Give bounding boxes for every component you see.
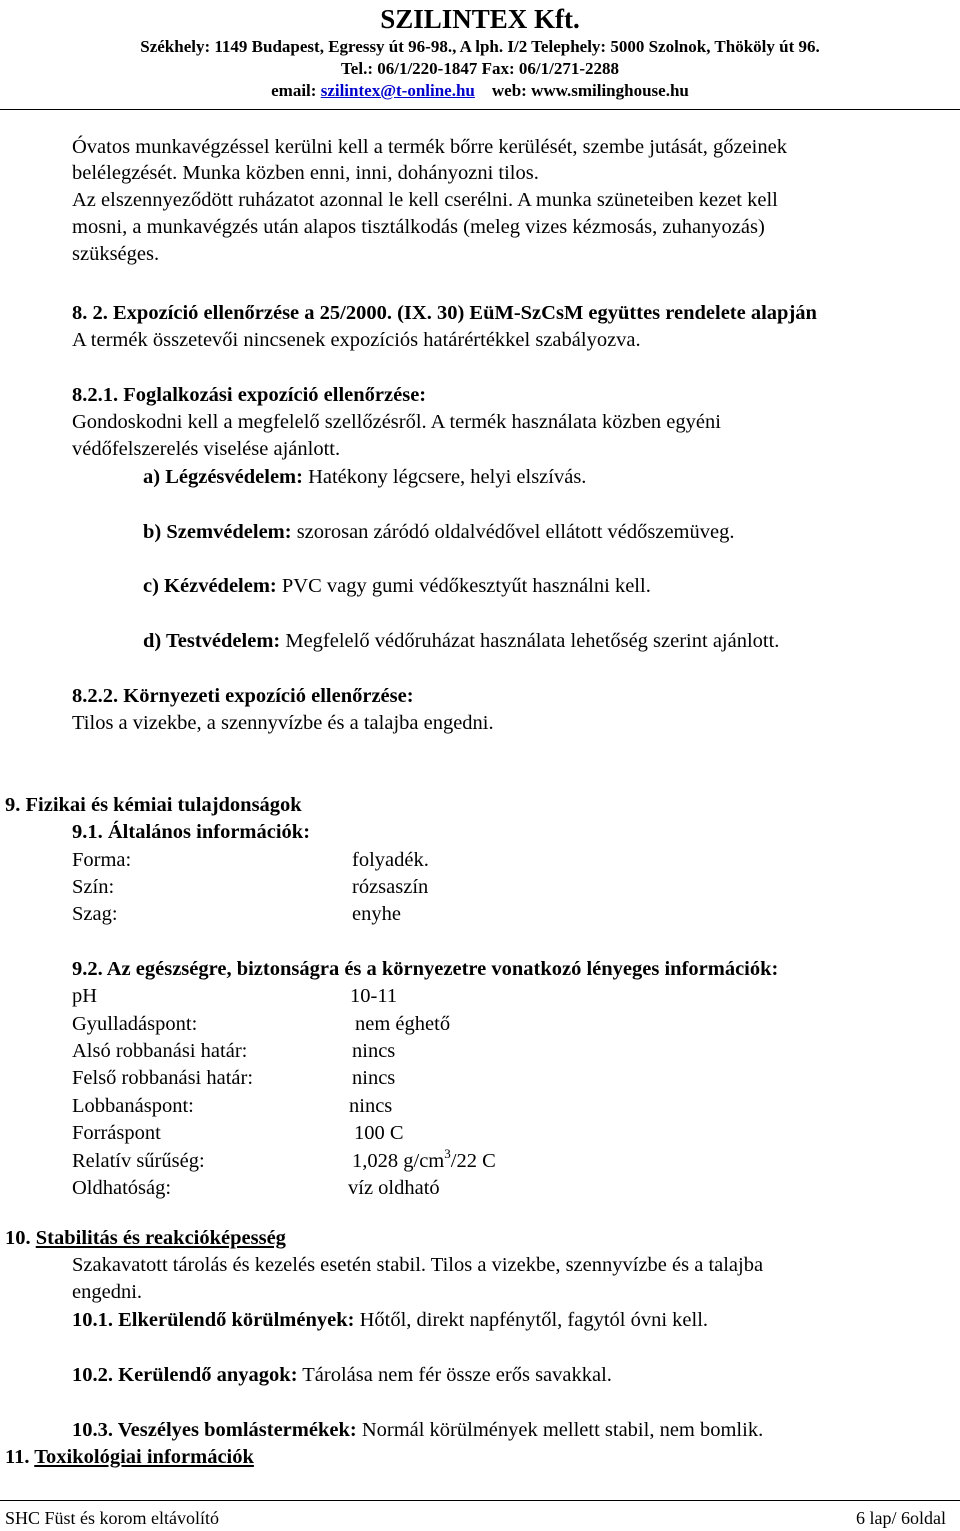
company-address: Székhely: 1149 Budapest, Egressy út 96-98., A lph. I/2 Telephely: 5000 Szolnok, Thököly út 96.	[140, 37, 820, 56]
prop-label: Lobbanáspont:	[72, 1095, 194, 1117]
footer-product: SHC Füst és korom eltávolító	[5, 1508, 220, 1528]
email-link[interactable]: szilintex@t-online.hu	[320, 81, 475, 100]
section-10-1-text: Hőtől, direkt napfénytől, fagytól óvni kell.	[354, 1309, 709, 1331]
protection-respiratory	[143, 465, 586, 489]
section-8-2-2-title: 8.2.2. Környezeti expozíció ellenőrzése:	[72, 685, 414, 707]
protection-label: b) Szemvédelem:	[143, 521, 292, 543]
protection-hand	[143, 574, 651, 598]
section-11-title	[5, 1445, 254, 1469]
prop-value-density	[352, 1146, 496, 1173]
protection-body	[143, 629, 779, 653]
section-9-2-title: 9.2. Az egészségre, biztonságra és a környezetre vonatkozó lényeges információk:	[72, 958, 779, 980]
protection-label: a) Légzésvédelem:	[143, 466, 303, 488]
section-8-2-2-text: Tilos a vizekbe, a szennyvízbe és a talajba engedni.	[72, 712, 494, 734]
company-phone: Tel.: 06/1/220-1847 Fax: 06/1/271-2288	[341, 59, 619, 78]
section-8-2-1-line: Gondoskodni kell a megfelelő szellőzésről. A termék használata közben egyéni	[72, 411, 721, 433]
section-10-line: engedni.	[72, 1281, 143, 1303]
prop-label: Relatív sűrűség:	[72, 1150, 205, 1172]
web-address: web: www.smilinghouse.hu	[491, 81, 689, 100]
paragraph-line: Az elszennyeződött ruházatot azonnal le kell cserélni. A munka szüneteiben kezet kell	[72, 189, 778, 211]
general-label: Szín:	[72, 876, 115, 898]
general-value: folyadék.	[352, 849, 429, 871]
general-value: rózsaszín	[352, 876, 429, 898]
prop-value: nincs	[352, 1040, 396, 1062]
prop-value: nincs	[349, 1095, 393, 1117]
paragraph-line: Óvatos munkavégzéssel kerülni kell a termék bőrre kerülését, szembe jutását, gőzeinek	[72, 136, 787, 158]
section-11-heading: Toxikológiai információk	[34, 1446, 254, 1468]
footer-page: 6 lap/ 6oldal	[856, 1508, 946, 1528]
prop-value: nem éghető	[355, 1013, 451, 1035]
section-10-title	[5, 1226, 286, 1250]
paragraph-line: szükséges.	[72, 243, 160, 265]
footer-divider	[0, 1500, 960, 1501]
section-10-line: Szakavatott tárolás és kezelés esetén stabil. Tilos a vizekbe, szennyvízbe és a talajba	[72, 1254, 764, 1276]
prop-label: Gyulladáspont:	[72, 1013, 198, 1035]
general-label: Forma:	[72, 849, 132, 871]
section-10-2-label: 10.2. Kerülendő anyagok:	[72, 1364, 298, 1386]
section-10-2	[72, 1363, 612, 1387]
protection-eye	[143, 520, 734, 544]
section-10-3-text: Normál körülmények mellett stabil, nem bomlik.	[356, 1419, 764, 1441]
section-10-heading: Stabilitás és reakcióképesség	[35, 1227, 286, 1249]
prop-value: 100 C	[354, 1122, 404, 1144]
general-value: enyhe	[352, 903, 401, 925]
section-8-2-1-title: 8.2.1. Foglalkozási expozíció ellenőrzése:	[72, 384, 427, 406]
email-label: email:	[271, 81, 317, 100]
header-divider	[0, 109, 960, 110]
section-10-3-label: 10.3. Veszélyes bomlástermékek:	[72, 1419, 357, 1441]
protection-text: Megfelelő védőruházat használata lehetőség szerint ajánlott.	[280, 630, 780, 652]
prop-label: Felső robbanási határ:	[72, 1067, 254, 1089]
paragraph-line: mosni, a munkavégzés után alapos tisztálkodás (meleg vizes kézmosás, zuhanyozás)	[72, 216, 765, 238]
section-11-number: 11.	[5, 1446, 35, 1468]
prop-value: nincs	[352, 1067, 396, 1089]
prop-label: Alsó robbanási határ:	[72, 1040, 248, 1062]
prop-label: pH	[72, 985, 98, 1007]
prop-value: 10-11	[350, 985, 398, 1007]
prop-label: Oldhatóság:	[72, 1177, 172, 1199]
company-name: SZILINTEX Kft.	[380, 4, 580, 34]
section-8-2-title: 8. 2. Expozíció ellenőrzése a 25/2000. (IX. 30) EüM-SzCsM együttes rendelete alapján	[72, 302, 817, 324]
section-9-1-title: 9.1. Általános információk:	[72, 821, 311, 843]
section-8-2-1-line: védőfelszerelés viselése ajánlott.	[72, 438, 341, 460]
density-temperature: /22 C	[450, 1150, 496, 1172]
section-9-title: 9. Fizikai és kémiai tulajdonságok	[5, 794, 302, 816]
section-10-1	[72, 1308, 708, 1332]
paragraph-line: belélegzését. Munka közben enni, inni, dohányozni tilos.	[72, 162, 539, 184]
section-10-1-label: 10.1. Elkerülendő körülmények:	[72, 1309, 355, 1331]
protection-label: c) Kézvédelem:	[143, 575, 277, 597]
protection-text: Hatékony légcsere, helyi elszívás.	[302, 466, 587, 488]
general-label: Szag:	[72, 903, 118, 925]
protection-text: PVC vagy gumi védőkesztyűt használni kell.	[276, 575, 651, 597]
section-8-2-text: A termék összetevői nincsenek expozíciós határértékkel szabályozva.	[72, 329, 641, 351]
protection-label: d) Testvédelem:	[143, 630, 281, 652]
prop-label: Forráspont	[72, 1122, 161, 1144]
section-10-number: 10.	[5, 1227, 36, 1249]
density-value: 1,028 g/cm	[352, 1150, 445, 1172]
section-10-3	[72, 1418, 763, 1442]
density-exponent: 3	[444, 1146, 451, 1161]
section-10-2-text: Tárolása nem fér össze erős savakkal.	[297, 1364, 612, 1386]
prop-value: víz oldható	[348, 1177, 440, 1199]
company-contact	[0, 81, 960, 101]
protection-text: szorosan záródó oldalvédővel ellátott védőszemüveg.	[291, 521, 735, 543]
